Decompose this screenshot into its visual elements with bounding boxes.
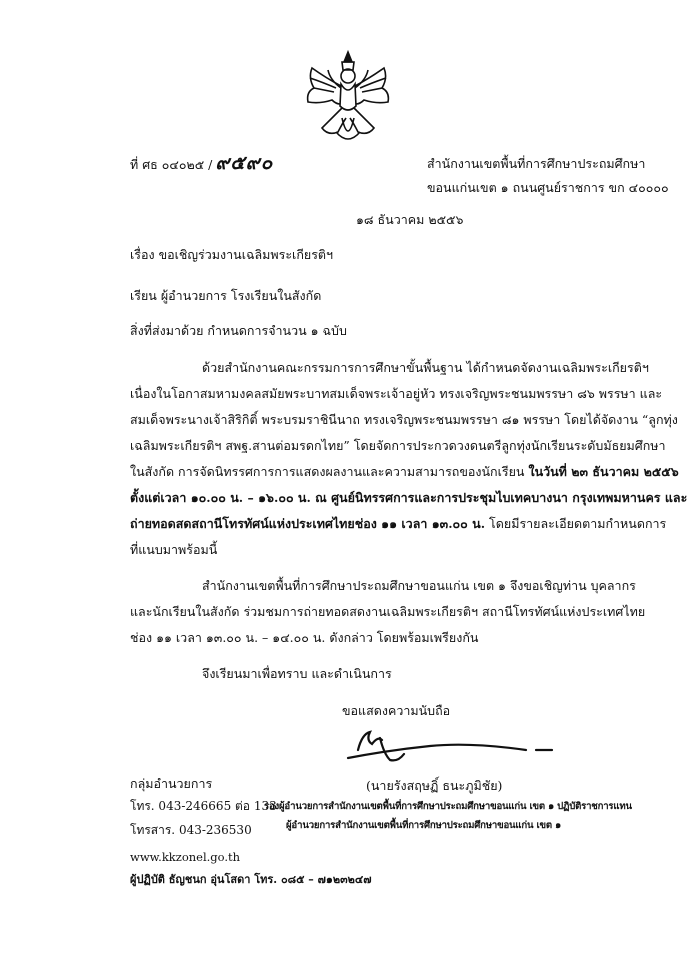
broadcast-highlight: ถ่ายทอดสดสถานีโทรทัศน์แห่งประเทศไทยช่อง ๑๑ เวลา ๑๓.๐๐ น. — [130, 516, 486, 531]
sender-address-line2: ขอนแก่นเขต ๑ ถนนศูนย์ราชการ ขก ๔๐๐๐๐ — [427, 180, 669, 195]
closing-text: จึงเรียนมาเพื่อทราบ และดำเนินการ — [202, 666, 392, 681]
para2-line2: และนักเรียนในสังกัด ร่วมชมการถ่ายทอดสดงานเฉลิมพระเกียรติฯ สถานีโทรทัศน์แห่งประเทศไทย — [130, 604, 646, 619]
footer-website: www.kkzonel.go.th — [130, 850, 241, 864]
footer-operator: ผู้ปฏิบัติ ธัญชนก อุ่นโสดา โทร. ๐๘๕ – ๗๑๒๓๒๔๗ — [130, 873, 372, 886]
garuda-emblem-icon — [298, 48, 398, 148]
enclosure-line — [130, 323, 347, 338]
para1-line2: เนื่องในโอกาสมหามงคลสมัยพระบาทสมเด็จพระเจ้าอยู่หัว ทรงเจริญพระชนมพรรษา ๘๖ พรรษา และ — [130, 386, 663, 401]
to-text: ผู้อำนวยการ โรงเรียนในสังกัด — [160, 288, 322, 303]
footer-phone: โทร. 043-246665 ต่อ 133 — [130, 799, 277, 813]
para2-line1: สำนักงานเขตพื้นที่การศึกษาประถมศึกษาขอนแก่น เขต ๑ จึงขอเชิญท่าน บุคลากร — [202, 578, 636, 593]
para1-line3: สมเด็จพระนางเจ้าสิริกิติ์ พระบรมราชินีนาถ ทรงเจริญพระชนมพรรษา ๘๑ พรรษา โดยได้จัดงาน “ลูกทุ่ง — [130, 412, 678, 427]
signer-name: (นายรังสฤษฏิ์ ธนะภูมิชัย) — [366, 778, 503, 793]
footer-department: กลุ่มอำนวยการ — [130, 776, 213, 791]
recipient-line — [130, 288, 321, 303]
para1-line7-text: โดยมีรายละเอียดตามกำหนดการ — [489, 516, 667, 531]
para1-line1: ด้วยสำนักงานคณะกรรมการการศึกษาขั้นพื้นฐาน ได้กำหนดจัดงานเฉลิมพระเกียรติฯ — [202, 360, 649, 375]
para1-line5 — [130, 464, 679, 479]
document-date: ๑๘ ธันวาคม ๒๕๕๖ — [356, 212, 464, 227]
signer-title-line2: ผู้อำนวยการสำนักงานเขตพื้นที่การศึกษาประถมศึกษาขอนแก่น เขต ๑ — [286, 820, 561, 831]
doc-number-handwritten: ๙๕๙๐ — [215, 152, 274, 174]
signer-title-line1: รองผู้อำนวยการสำนักงานเขตพื้นที่การศึกษาประถมศึกษาขอนแก่น เขต ๑ ปฏิบัติราชการแทน — [264, 801, 632, 812]
footer-fax: โทรสาร. 043-236530 — [130, 823, 252, 837]
doc-number-prefix: ที่ ศธ ๐๔๐๒๕ / — [130, 157, 213, 172]
to-label: เรียน — [130, 288, 157, 303]
subject-text: ขอเชิญร่วมงานเฉลิมพระเกียรติฯ — [158, 247, 334, 262]
enclosure-text: กำหนดการจำนวน ๑ ฉบับ — [207, 323, 347, 338]
para1-line5-text: ในสังกัด การจัดนิทรรศการการแสดงผลงานและความสามารถของนักเรียน — [130, 464, 525, 479]
sender-address-line1: สำนักงานเขตพื้นที่การศึกษาประถมศึกษา — [427, 156, 646, 171]
document-number — [130, 152, 274, 174]
enclosure-label: สิ่งที่ส่งมาด้วย — [130, 323, 204, 338]
event-date-highlight: ในวันที่ ๒๓ ธันวาคม ๒๕๕๖ — [528, 464, 679, 479]
para1-line4: เฉลิมพระเกียรติฯ สพฐ.สานต่อมรดกไทย” โดยจัดการประกวดวงดนตรีลูกทุ่งนักเรียนระดับมัธยมศึกษา — [130, 438, 666, 453]
para2-line3: ช่อง ๑๑ เวลา ๑๓.๐๐ น. – ๑๔.๐๐ น. ดังกล่าว โดยพร้อมเพรียงกัน — [130, 630, 479, 645]
para1-line6: ตั้งแต่เวลา ๑๐.๐๐ น. – ๑๖.๐๐ น. ณ ศูนย์นิทรรศการและการประชุมไบเทคบางนา กรุงเทพมหานคร และ — [130, 490, 688, 505]
regards-text: ขอแสดงความนับถือ — [342, 703, 451, 718]
para1-line7 — [130, 516, 666, 531]
subject-label: เรื่อง — [130, 247, 155, 262]
para1-line8: ที่แนบมาพร้อมนี้ — [130, 542, 218, 557]
subject-line — [130, 247, 333, 262]
signature — [320, 720, 560, 780]
